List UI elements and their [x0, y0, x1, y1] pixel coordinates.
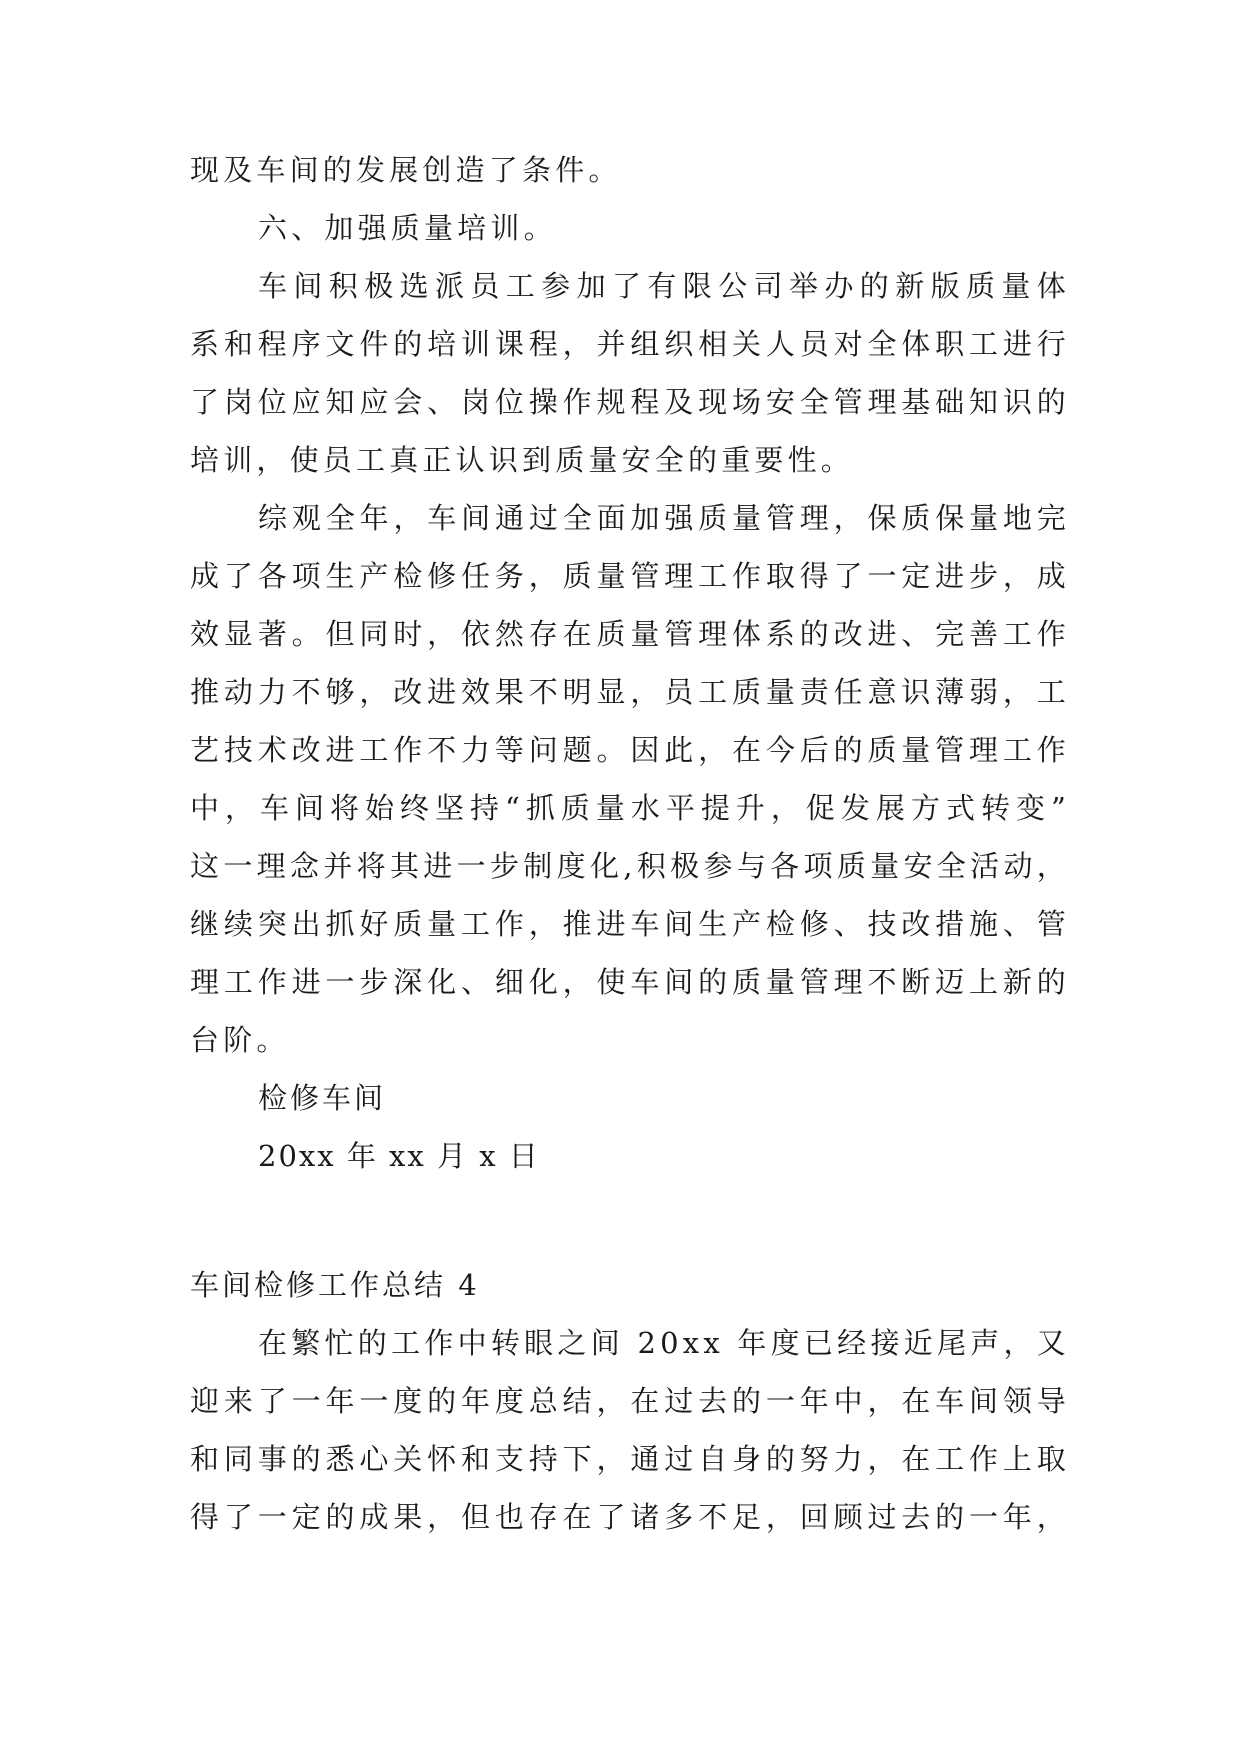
body-line: 得了一定的成果，但也存在了诸多不足，回顾过去的一年，: [190, 1500, 1070, 1534]
body-line: 和同事的悉心关怀和支持下，通过自身的努力，在工作上取: [190, 1442, 1070, 1476]
body-line: 系和程序文件的培训课程，并组织相关人员对全体职工进行: [190, 327, 1070, 361]
body-line: 理工作进一步深化、细化，使车间的质量管理不断迈上新的: [190, 965, 1070, 999]
body-line: 了岗位应知应会、岗位操作规程及现场安全管理基础知识的: [190, 385, 1070, 419]
body-line: 迎来了一年一度的年度总结，在过去的一年中，在车间领导: [190, 1384, 1070, 1418]
body-line: 成了各项生产检修任务，质量管理工作取得了一定进步，成: [190, 559, 1070, 593]
body-line: 在繁忙的工作中转眼之间 20xx 年度已经接近尾声，又: [258, 1326, 1070, 1360]
body-line: 现及车间的发展创造了条件。: [190, 153, 622, 187]
body-line: 艺技术改进工作不力等问题。因此，在今后的质量管理工作: [190, 733, 1070, 767]
body-line: 推动力不够，改进效果不明显，员工质量责任意识薄弱，工: [190, 675, 1070, 709]
date: 20xx 年 xx 月 x 日: [258, 1139, 540, 1173]
body-line: 继续突出抓好质量工作，推进车间生产检修、技改措施、管: [190, 907, 1070, 941]
section-heading: 车间检修工作总结 4: [190, 1268, 480, 1302]
body-line: 综观全年，车间通过全面加强质量管理，保质保量地完: [258, 501, 1070, 535]
body-line: 中，车间将始终坚持“抓质量水平提升，促发展方式转变”: [190, 791, 1070, 825]
body-line: 车间积极选派员工参加了有限公司举办的新版质量体: [258, 269, 1070, 303]
body-line: 培训，使员工真正认识到质量安全的重要性。: [190, 443, 855, 477]
body-line: 这一理念并将其进一步制度化,积极参与各项质量安全活动，: [190, 849, 1070, 883]
signature: 检修车间: [258, 1081, 387, 1115]
body-line: 效显著。但同时，依然存在质量管理体系的改进、完善工作: [190, 617, 1070, 651]
body-line: 台阶。: [190, 1023, 290, 1057]
section-title-quality-training: 六、加强质量培训。: [258, 211, 557, 245]
